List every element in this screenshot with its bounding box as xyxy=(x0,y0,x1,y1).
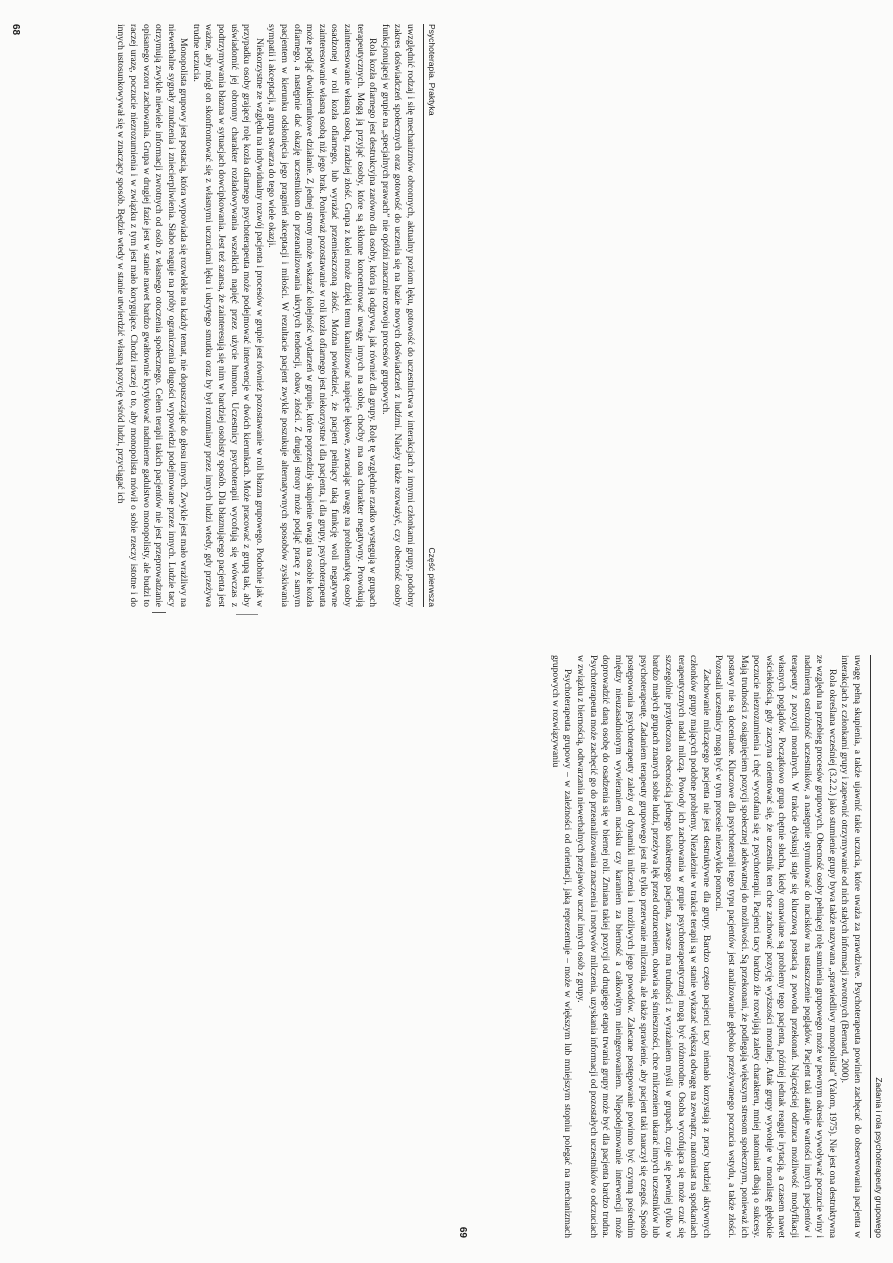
scan-mark xyxy=(152,612,166,613)
right-book-page xyxy=(447,631,893,1262)
running-head-section: Część pierwsza xyxy=(427,547,437,607)
paragraph: Niekorzystne ze względu na indywidualny rozwój pacjenta i procesów w grupie jest również pozostawanie w roli błazna grupowego. Podobnie jak w przypadku osoby grającej rolę kozła ofiarnego psychoterapeuta może podejmować interwencje w dwóch kierunkach. Może pracować z grupą tak, aby uświadomić jej obronny charakter rozładowywania wszelkich napięć przez użycie humoru. Uczestnicy psychoterapii wycofują się wówczas z podtrzymywania błazna w sytuacjach dowcipkowania. Jest też szansa, że zainteresują się nim w bardziej osobisty sposób. Dla błaznującego pacjenta jest ważne, aby mógł on skonfrontować się z własnymi uczuciami lęku i ukrytego smutku oraz by był rozumiany przez innych ludzi wtedy, gdy przeżywa trudne uczucia. xyxy=(190,24,265,607)
paragraph: Rola kozła ofiarnego jest destrukcyjna zarówno dla osoby, która ją odgrywa, jak również dla grupy. Rolę tę względnie rzadko wystęgują w grupach terapeutycznych. Mogą ją przyjąć osoby, które są skłonne koncentrować uwagę innych na sobie, choćby ma ona charakter negatywny. Prowokują zainteresowanie własną osobą, rzadziej złość. Grupa z kolei może dzięki temu kanalizować napięcie lękowe, zwracając uwagę na problematykę osoby osadzonej w roli kozła ofiarnego, lub wyrażać przemieszczoną złość. Można powiedzieć, że pacjent pełniący taką funkcję woli negatywne zainteresowanie własną osobą niż jego brak. Ponieważ pozostawanie w roli kozła ofiarnego jest niekorzystne i dla pacjenta, i dla grupy, psychoterapeuta może podjąć dwukierunkowe działanie. Z jednej strony może wskazać kolejność wydarzeń w grupie, które poprzedziły skupienie uwagi na osobie kozła ofiarnego, a następnie dać okazję uczestnikom do przeanalizowania ukrytych tendencji, obaw, złości. Z drugiej strony może podjąć pracę z samym pacjentem w kierunku odsłonięcia jego pragnień akceptacji i miłości. W rezultacie pacjent zwykle poszukuje alternatywnych sposobów zyskiwania sympatii i akceptacji, a grupa stwarza do tego wiele okazji. xyxy=(266,24,379,607)
paragraph: uwzględnić rodzaj i siłę mechanizmów obronnych, aktualny poziom lęku, gotowość do uczestnictwa w interakcjach z innymi członkami grupy, podobny zakres doświadczeń społecznych oraz gotowość do uczenia się na bazie nowych doświadczeń z ludźmi. Należy także rozważyć, czy obecność osoby funkcjonującej w grupie na „specjalnych prawach” nie opóźni znacznie rozwoju procesów grupowych. xyxy=(379,24,416,607)
page-number: 69 xyxy=(457,1226,468,1238)
scan-mark xyxy=(236,614,258,615)
paragraph: Zachowanie milczącego pacjenta nie jest destruktywne dla grupy. Bardzo często pacjenci tacy niemało korzystają z pracy bardziej aktywnych członków grupy mających podobne problemy. Niezależnie w trakcie terapii są w stanie wykazać większą odwagę na zewnątrz, natomiast na spotkaniach terapeutycznych nadal milczą. Powody ich zachowania w grupie psychoterapeutycznej mogą być różnorodne. Osoba wycofująca się może czuć się szczególnie przytłoczona obecnością jednego konkretnego pacjenta, zawsze ma trudności z wyrażaniem myśli w grupach, czuje się pewniej tylko w bardzo małych grupach znanych sobie ludzi, przeżywa lęk przed odrzuceniem, obawia się śmieszności, chce milczeniem ukarać innych uczestników lub psychoterapeutę. Zadaniem terapeuty grupowego jest nie tylko przerwanie milczenia, ale także sprawienie, aby pacjent taki nauczył się czegoś. Sposób postępowania psychoterapeuty zależy od dynamiki milczenia i możliwych jego powodów. Zalecane postępowanie powinno być czynną pośrednim między nieuzasadnionym wywieraniem nacisku czy karaniem za bierność a całkowitym nieingerowaniem. Niepodejmowanie interwencji może doprowadzić daną osobę do osadzenia się w biernej roli. Zmiana takiej pozycji od drugiego etapu trwania grupy może być dla pacjenta bardzo trudna. Psychoterapeuta może zachęcić go do przeanalizowania znaczenia i motywów milczenia, uzyskania informacji od pozostałych uczestników o odczuciach w związku z biernością, odtwarzania niewerbalnych przejawów uczuć innych osób z grupy. xyxy=(574,655,712,1238)
page-number: 68 xyxy=(10,24,21,36)
running-head-title: Psychoterapia. Praktyka xyxy=(427,24,437,116)
paragraph: Psychoterapeuta grupowy – w zależności od orientacji, jaką reprezentuje – może w większym lub mniejszym stopniu polegać na mechanizmach grupowych w rozwiązywaniu xyxy=(549,655,574,1238)
running-head xyxy=(423,24,440,607)
body-text xyxy=(36,24,416,607)
running-head xyxy=(870,655,887,1238)
paragraph: Monopolista grupowy jest postacią, która wypowiada się rozwlekle na każdy temat, nie dopuszczając do głosu innych. Zwykle jest mało wrażliwy na niewerbalne sygnały znudzenia i zniecierpliwienia. Słabo reaguje na próby ograniczenia długości wypowiedzi podejmowane przez innych. Ludzie tacy otrzymują zwykle niewiele informacji zwrotnych od osób z własnego otoczenia społecznego. Celem terapii takich pacjentów nie jest przeprowadzanie opisanego wzoru zachowania. Grupa w drugiej fazie jest w stanie nawet bardzo gwałtownie krytykować nadmierne gadulstwo monopolisty, ale budzi to raczej urazę, poczucie niezrozumienia i w związku z tym jest mało korygujące. Chodzi raczej o to, aby monopolista mówił o sobie rzeczy istotne i do innych ustosunkowywał się w znaczący sposób. Będzie wtedy w stanie utwierdzić własną pozycję wśród ludzi, przyciągać ich xyxy=(115,24,190,607)
running-head-chapter: Zadania i rola psychoterapeuty grupowego xyxy=(874,1077,884,1238)
paragraph: Rola określana wcześniej (3.2.2.) jako stumienie grupy bywa także nazywana „sprawiedliwy monopolista” (Yalom, 1975). Nie jest ona destruktywna ze względu na przebieg procesów grupowych. Obecność osoby pełniącej rolę sumienia grupowego może w pewnym okresie wywoływać poczucie winy i nadmierną ostrożność uczestników, a następnie stymulować do nacisków na ustaszczenie poglądów. Pacjent taki atakuje wartości innych pacjentów i terapeuty z pozycji moralnych. W trakcie dyskusji staje się kluczową postacią z powodu przekonań. Najczęściej odrzuca możliwość modyfikacji własnych poglądów. Początkowo grupa chętnie słucha, kiedy omawiane są problemy tego pacjenta, później jednak reaguje irytacją, a czasem nawet wściekłością, gdy zaczyna orientować się, że uczestnik ten chce zachować pozycję wyższości moralnej. Atak grupy wywołuje w moralistę głębokie poczucie niezrozumienia i chęć wycofania się z psychoterapii. Pacjenci tacy bardzo źle rozwijają zalety charakteru, mniej natomiast dbają o sukcesy. Mają trudności z osiągnięciem pozycji społecznej adekwatnej do możliwości. Są przekonani, że podlegają większym stresom społecznym, ponieważ ich postawy nie są doceniane. Kluczowe dla psychoterapii tego typu pacjentów jest analizowanie głęboko przeżywanego poczucia wstydu, a także złości. Pozostali uczestnicy mogą być w tym procesie niezwykle pomocni. xyxy=(713,655,838,1238)
left-book-page xyxy=(0,0,446,631)
paragraph: uwagę pełną skupienia, a także ujawnić takie uczucia, które uważa za prawdziwe. Psychoterapeuta powinien zachęcać do obserwowania pacjenta w interakcjach z członkami grupy i zapewnić otrzymywanie od nich stałych informacji zwrotnych (Bernard, 2000). xyxy=(839,655,863,1238)
body-text xyxy=(483,655,863,1238)
